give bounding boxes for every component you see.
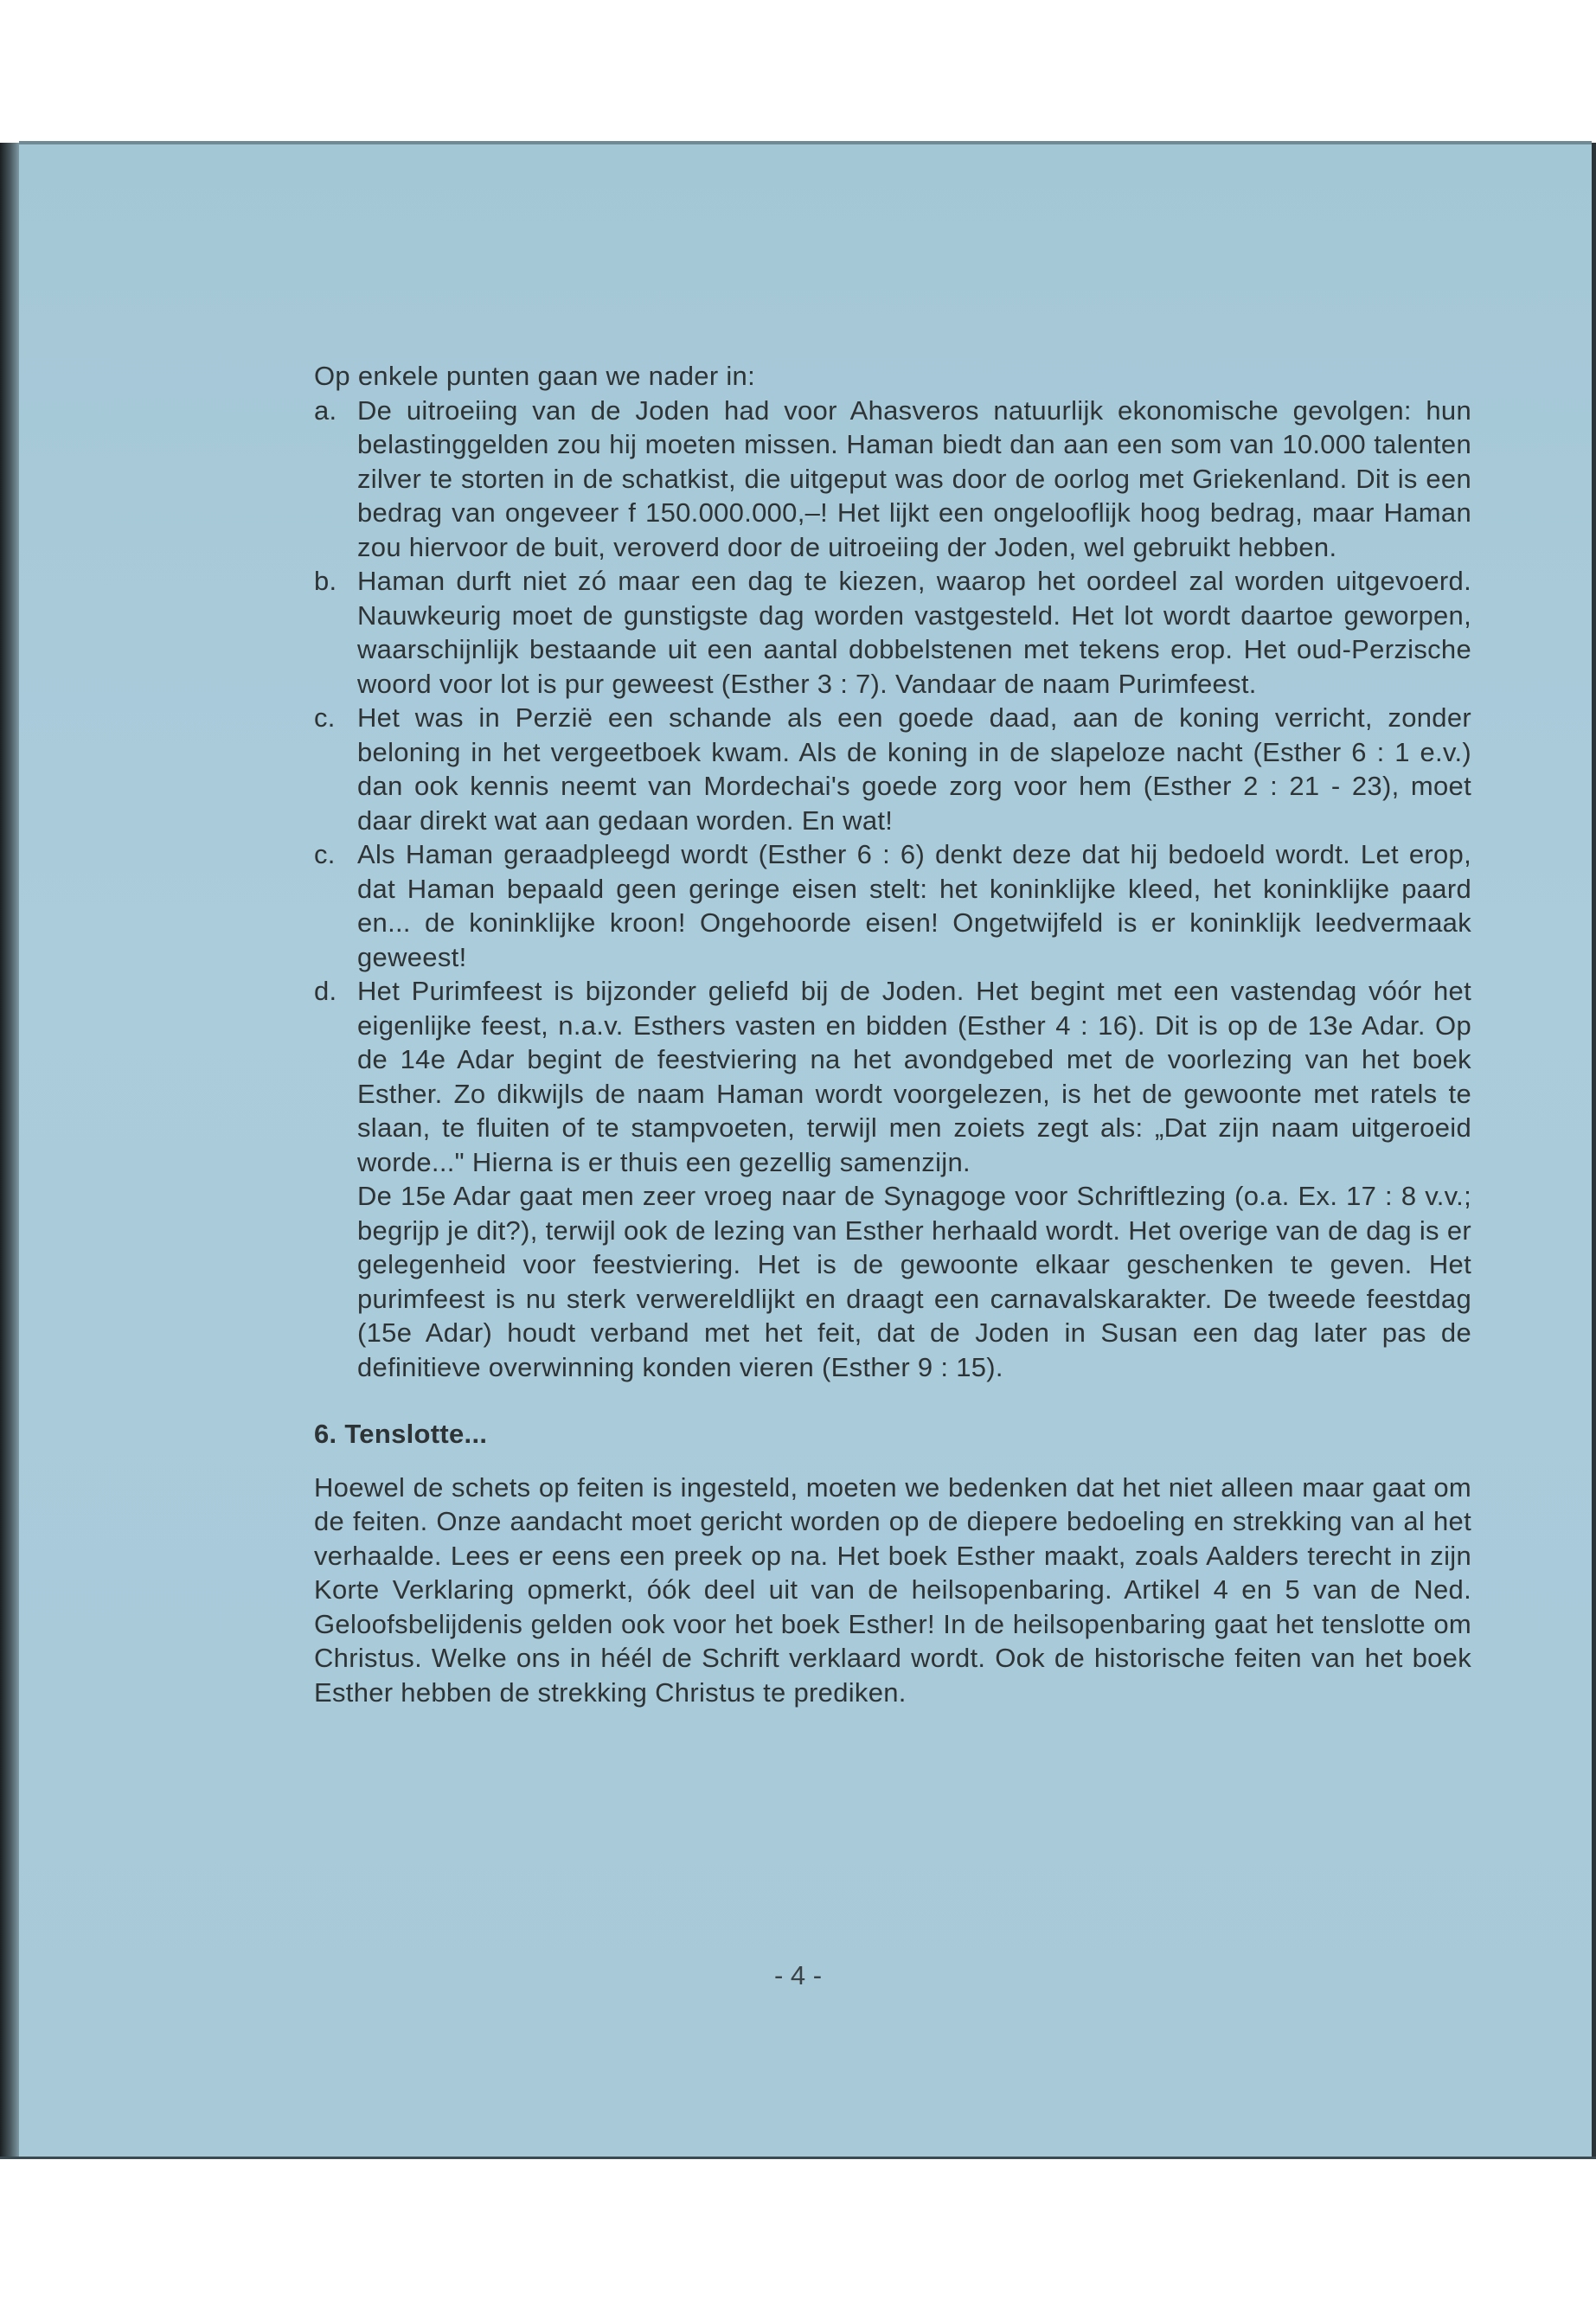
point-paragraph: Haman durft niet zó maar een dag te kiezen, waarop het oordeel zal worden uitgevoerd. Nauwkeurig moet de gunstigste dag worden vastgesteld. Het lot wordt daartoe geworpen, waarschijnlijk bestaande uit een aantal dobbelstenen met tekens erop. Het oud-Perzische woord voor lot is pur geweest (Esther 3 : 7). Vandaar de naam Purimfeest. <box>357 566 1471 699</box>
page-top-edge <box>19 141 1592 144</box>
point-c-second <box>314 837 1471 974</box>
point-letter: a. <box>314 394 337 426</box>
page-right-edge <box>1592 143 1596 2158</box>
point-paragraph: De uitroeiing van de Joden had voor Ahasveros natuurlijk ekonomische gevolgen: hun belastinggelden zou hij moeten missen. Haman biedt dan aan een som van 10.000 talenten zilver te storten in de schatkist, die uitgeput was door de oorlog met Griekenland. Dit is een bedrag van ongeveer f 150.000.000,–! Het lijkt een ongelooflijk hoog bedrag, maar Haman zou hiervoor de buit, veroverd door de uitroeiing der Joden, wel gebruikt hebben. <box>357 394 1471 562</box>
point-d <box>314 974 1471 1384</box>
point-paragraph: Het was in Perzië een schande als een goede daad, aan de koning verricht, zonder beloning in het vergeetboek kwam. Als de koning in de slapeloze nacht (Esther 6 : 1 e.v.) dan ook kennis neemt van Mordechai's goede zorg voor hem (Esther 2 : 21 - 23), moet daar direkt wat aan gedaan worden. En wat! <box>357 702 1471 836</box>
point-c-first <box>314 701 1471 837</box>
point-letter: c. <box>314 702 336 733</box>
page-content <box>314 359 1471 1709</box>
intro-line: Op enkele punten gaan we nader in: <box>314 361 756 391</box>
point-paragraph: Als Haman geraadpleegd wordt (Esther 6 : 6) denkt deze dat hij bedoeld wordt. Let erop, dat Haman bepaald geen geringe eisen stelt: het koninklijke kleed, het koninklijke paard en... de koninklijke kroon! Ongehoorde eisen! Ongetwijfeld is er koninklijk leedvermaak geweest! <box>357 839 1471 972</box>
section-heading: 6. Tenslotte... <box>314 1419 488 1449</box>
point-paragraph: Het Purimfeest is bijzonder geliefd bij de Joden. Het begint met een vastendag vóór het eigenlijke feest, n.a.v. Esthers vasten en bidden (Esther 4 : 16). Dit is op de 13e Adar. Op de 14e Adar begint de feestviering na het avondgebed met de voorlezing van het boek Esther. Zo dikwijls de naam Haman wordt voorgelezen, is het de gewoonte met ratels te slaan, te fluiten of te stampvoeten, terwijl men zoiets zegt als: „Dat zijn naam uitgeroeid worde..." Hierna is er thuis een gezellig samenzijn. <box>357 976 1471 1177</box>
page-bottom-edge <box>0 2157 1596 2159</box>
point-b <box>314 564 1471 701</box>
page-number: - 4 - <box>773 1960 823 1990</box>
point-a <box>314 394 1471 565</box>
point-letter: c. <box>314 839 336 869</box>
point-letter: b. <box>314 566 337 596</box>
point-paragraph: De 15e Adar gaat men zeer vroeg naar de Synagoge voor Schriftlezing (o.a. Ex. 17 : 8 v.v.; begrijp je dit?), terwijl ook de lezing van Esther herhaald wordt. Het overige van de dag is er gelegenheid voor feestviering. Het is de gewoonte elkaar geschenken te geven. Het purimfeest is nu sterk verwereldlijkt en draagt een carnavalskarakter. De tweede feestdag (15e Adar) houdt verband met het feit, dat de Joden in Susan een dag later pas de definitieve overwinning konden vieren (Esther 9 : 15). <box>357 1181 1471 1382</box>
point-letter: d. <box>314 976 337 1006</box>
section-body: Hoewel de schets op feiten is ingesteld, moeten we bedenken dat het niet alleen maar gaat om de feiten. Onze aandacht moet gericht worden op de diepere bedoeling en strekking van al het verhaalde. Lees er eens een preek op na. Het boek Esther maakt, zoals Aalders terecht in zijn Korte Verklaring opmerkt, óók deel uit van de heilsopenbaring. Artikel 4 en 5 van de Ned. Geloofsbelijdenis gelden ook voor het boek Esther! In de heilsopenbaring gaat het tenslotte om Christus. Welke ons in héél de Schrift verklaard wordt. Ook de historische feiten van het boek Esther hebben de strekking Christus te prediken. <box>314 1471 1471 1708</box>
book-binding-edge <box>0 143 19 2158</box>
